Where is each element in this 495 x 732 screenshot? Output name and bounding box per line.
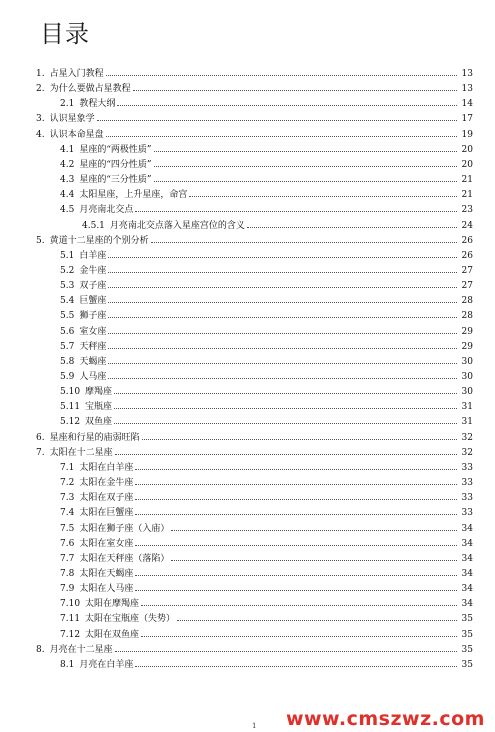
toc-entry-page: 32 [461,432,473,443]
toc-entry-title: 教程大纲 [79,99,116,110]
toc-entry-number: 8.1 [60,659,75,670]
toc-entry-title: 认识星象学 [49,114,95,125]
toc-entry-page: 28 [461,311,473,322]
toc-entry[interactable] [0,627,495,641]
toc-entry-line [60,596,473,611]
toc-entry-line [36,642,473,657]
toc-entry-number: 5.12 [60,417,81,428]
toc-entry-number: 7.10 [60,599,81,610]
toc-entry-number: 5.9 [60,372,75,382]
toc-entry-line [36,111,473,126]
toc-entry-title: 太阳在天蝎座 [79,568,134,579]
toc-entry[interactable] [0,581,495,595]
toc-dot-leader [154,172,457,182]
toc-entry[interactable] [0,263,495,277]
toc-entry-page: 13 [461,69,473,79]
toc-entry-number: 8. [36,644,45,655]
toc-entry-line [36,127,473,142]
toc-entry-title: 太阳在金牛座 [79,478,134,489]
toc-entry[interactable] [0,172,495,186]
toc-entry[interactable] [0,218,495,232]
toc-entry-number: 5.7 [60,341,75,352]
toc-entry[interactable] [0,354,495,368]
toc-entry-line [60,657,473,672]
toc-entry-title: 白羊座 [79,250,107,261]
toc-entry-title: 月亮在白羊座 [79,659,134,670]
toc-entry-line [60,369,473,384]
toc-entry[interactable] [0,536,495,550]
toc-entry-page: 20 [461,159,473,170]
toc-entry-title: 摩羯座 [85,387,113,398]
toc-entry-line [60,460,473,475]
toc-entry[interactable] [0,596,495,610]
toc-dot-leader [115,445,457,455]
toc-entry-number: 7.2 [60,478,75,489]
toc-entry-line [60,172,473,187]
toc-entry-number: 4.2 [60,159,75,170]
toc-dot-leader [108,248,457,258]
toc-entry-number: 7.9 [60,584,75,595]
toc-dot-leader [108,308,457,318]
toc-entry-page: 21 [461,175,473,186]
toc-entry-line [60,611,473,626]
toc-entry[interactable] [0,611,495,625]
toc-entry-title: 月亮南北交点落入星座宫位的含义 [109,220,245,231]
toc-dot-leader [177,611,457,621]
toc-entry-number: 4. [36,129,45,140]
toc-entry-page: 14 [461,99,473,110]
toc-entry-page: 28 [461,296,473,307]
toc-entry-title: 太阳在人马座 [79,584,134,595]
toc-entry-number: 2. [36,84,45,95]
toc-entry-line [60,202,473,217]
toc-dot-leader [108,278,457,288]
toc-entry-page: 17 [461,114,473,125]
toc-dot-leader [135,581,457,591]
toc-entry-line [36,66,473,81]
toc-entry-page: 27 [461,281,473,292]
toc-entry[interactable] [0,66,495,80]
toc-entry-title: 狮子座 [79,311,107,322]
toc-entry-page: 35 [461,629,473,640]
toc-entry[interactable] [0,460,495,474]
toc-entry-line [82,218,473,233]
toc-entry-page: 29 [461,341,473,352]
toc-entry-line [60,263,473,278]
watermark: www.cmszwz.com [285,708,485,730]
toc-dot-leader [108,339,457,349]
toc-dot-leader [247,218,457,228]
toc-dot-leader [114,399,457,409]
toc-entry-number: 4.1 [60,144,75,155]
toc-entry-page: 26 [461,235,473,246]
toc-dot-leader [114,384,457,394]
toc-entry-title: 巨蟹座 [79,296,107,307]
toc-entry-page: 27 [461,265,473,276]
toc-entry-page: 34 [461,568,473,579]
toc-entry-line [60,566,473,581]
toc-dot-leader [135,536,457,546]
toc-entry-title: 太阳在室女座 [79,538,134,549]
toc-entry[interactable] [0,308,495,322]
toc-entry[interactable] [0,430,495,444]
toc-entry-title: 认识本命星盘 [49,129,104,140]
toc-entry-title: 太阳在双子座 [79,493,134,504]
toc-dot-leader [108,354,457,364]
toc-entry-page: 30 [461,372,473,382]
toc-entry-page: 20 [461,144,473,155]
toc-entry-number: 4.4 [60,190,75,201]
page-number: 1 [252,722,257,730]
toc-entry-page: 34 [461,553,473,564]
toc-dot-leader [141,596,457,606]
toc-entry-page: 33 [461,478,473,489]
toc-entry-number: 7.4 [60,508,75,519]
toc-entry-line [60,339,473,354]
toc-entry-number: 7.5 [60,523,75,534]
toc-dot-leader [135,505,457,515]
toc-entry[interactable] [0,505,495,519]
toc-dot-leader [115,642,457,652]
toc-entry-line [36,445,473,460]
toc-entry-line [36,233,473,248]
toc-entry-number: 5. [36,235,45,246]
toc-dot-leader [133,81,457,91]
toc-entry[interactable] [0,293,495,307]
toc-entry-line [60,581,473,596]
toc-dot-leader [106,66,457,76]
toc-entry[interactable] [0,475,495,489]
toc-entry-number: 5.6 [60,326,75,337]
toc-entry-page: 33 [461,493,473,504]
toc-entry-title: 双鱼座 [85,417,113,428]
toc-dot-leader [171,521,457,531]
toc-entry-number: 4.3 [60,175,75,186]
toc-entry-title: 太阳星座，上升星座，命宫 [79,190,188,201]
toc-entry-number: 7.8 [60,568,75,579]
toc-dot-leader [108,263,457,273]
toc-entry-number: 7.7 [60,553,75,564]
toc-entry-line [60,627,473,642]
toc-entry-page: 21 [461,190,473,201]
toc-entry[interactable] [0,96,495,110]
toc-entry-line [60,384,473,399]
toc-entry[interactable] [0,642,495,656]
toc-entry-page: 26 [461,250,473,261]
toc-entry-line [60,142,473,157]
toc-entry-number: 5.5 [60,311,75,322]
toc-entry-title: 太阳在摩羯座 [85,599,140,610]
toc-entry-title: 为什么要做占星教程 [49,84,131,95]
toc-entry-number: 1. [36,69,45,79]
toc-dot-leader [135,490,457,500]
toc-entry-line [60,157,473,172]
toc-entry-number: 4.5 [60,205,75,216]
toc-entry-line [60,475,473,490]
toc-entry-page: 33 [461,462,473,473]
toc-entry-number: 3. [36,114,45,125]
toc-entry-page: 34 [461,523,473,534]
toc-entry-line [60,308,473,323]
toc-entry-title: 太阳在双鱼座 [85,629,140,640]
toc-entry[interactable] [0,248,495,262]
toc-entry[interactable] [0,202,495,216]
toc-entry-page: 30 [461,356,473,367]
toc-dot-leader [151,233,457,243]
toc-entry-title: 星座和行星的庙弱旺陷 [49,432,140,443]
toc-entry[interactable] [0,384,495,398]
toc-entry-line [60,505,473,520]
toc-entry[interactable] [0,142,495,156]
toc-entry[interactable] [0,187,495,201]
toc-entry[interactable] [0,157,495,171]
toc-entry-number: 5.2 [60,265,75,276]
toc-entry-line [60,278,473,293]
toc-entry-page: 35 [461,614,473,625]
toc-entry-number: 5.1 [60,250,75,261]
toc-entry-title: 月亮南北交点 [79,205,134,216]
toc-entry[interactable] [0,551,495,565]
toc-entry-title: 黄道十二星座的个别分析 [49,235,149,246]
toc-entry[interactable] [0,369,495,383]
toc-entry[interactable] [0,657,495,671]
toc-dot-leader [97,111,457,121]
toc-entry-title: 太阳在天秤座（落陷） [79,553,170,564]
toc-entry-title: 月亮在十二星座 [49,644,113,655]
toc-entry-line [60,490,473,505]
toc-dot-leader [108,293,457,303]
toc-dot-leader [135,475,457,485]
toc-entry-number: 7.11 [60,614,81,625]
toc-entry-page: 34 [461,538,473,549]
toc-entry-page: 19 [461,129,473,140]
toc-dot-leader [117,96,457,106]
toc-entry-title: 太阳在白羊座 [79,462,134,473]
toc-entry-title: 太阳在巨蟹座 [79,508,134,519]
toc-entry-page: 33 [461,508,473,519]
toc-entry-number: 7.3 [60,493,75,504]
toc-entry-title: 室女座 [79,326,107,337]
toc-entry-number: 5.11 [60,402,81,413]
toc-entry-page: 23 [461,205,473,216]
toc-entry-number: 5.10 [60,387,81,398]
toc-entry[interactable] [0,445,495,459]
toc-entry[interactable] [0,81,495,95]
toc-entry-line [60,293,473,308]
toc-entry-line [60,521,473,536]
toc-entry-number: 7.12 [60,629,81,640]
toc-entry-page: 31 [461,402,473,413]
toc-entry-title: 星座的“四分性质” [79,159,152,170]
toc-entry-line [60,248,473,263]
toc-entry-page: 35 [461,644,473,655]
toc-entry-line [36,81,473,96]
toc-entry-page: 29 [461,326,473,337]
toc-entry-number: 4.5.1 [82,220,105,231]
toc-dot-leader [154,157,457,167]
toc-entry-number: 5.4 [60,296,75,307]
toc-entry-line [60,536,473,551]
toc-entry-title: 天蝎座 [79,356,107,367]
toc-entry-page: 13 [461,84,473,95]
toc-entry[interactable] [0,324,495,338]
toc-dot-leader [108,324,457,334]
toc-entry-page: 35 [461,659,473,670]
toc-entry-title: 宝瓶座 [85,402,113,413]
toc-entry-number: 5.8 [60,356,75,367]
toc-dot-leader [154,142,457,152]
toc-entry-page: 34 [461,584,473,595]
toc-entry-title: 太阳在宝瓶座（失势） [85,614,176,625]
toc-entry[interactable] [0,111,495,125]
toc-dot-leader [135,566,457,576]
toc-entry-title: 占星入门教程 [49,69,104,79]
toc-entry-line [60,96,473,111]
toc-entry-title: 太阳在狮子座（入庙） [79,523,170,534]
toc-entry-page: 34 [461,599,473,610]
toc-entry-line [60,414,473,429]
toc-entry-page: 24 [461,220,473,231]
toc-dot-leader [114,414,457,424]
toc-entry[interactable] [0,521,495,535]
toc-entry-number: 6. [36,432,45,443]
toc-entry-line [60,187,473,202]
toc-entry[interactable] [0,566,495,580]
toc-entry-number: 7.6 [60,538,75,549]
toc-entry-line [60,324,473,339]
toc-dot-leader [135,657,457,667]
toc-entry-number: 2.1 [60,99,75,110]
toc-entry[interactable] [0,399,495,413]
toc-entry-line [60,551,473,566]
toc-entry-number: 5.3 [60,281,75,292]
toc-dot-leader [108,369,457,379]
toc-entry[interactable] [0,127,495,141]
toc-entry[interactable] [0,414,495,428]
toc-dot-leader [141,627,457,637]
toc-dot-leader [189,187,457,197]
toc-entry-page: 30 [461,387,473,398]
toc-entry-title: 星座的“两极性质” [79,144,152,155]
toc-entry-title: 星座的“三分性质” [79,175,152,186]
toc-dot-leader [135,202,457,212]
toc-entry[interactable] [0,339,495,353]
toc-entry-title: 金牛座 [79,265,107,276]
toc-entry-line [60,354,473,369]
toc-dot-leader [135,460,457,470]
toc-entry[interactable] [0,233,495,247]
toc-entry[interactable] [0,490,495,504]
toc-dot-leader [106,127,457,137]
toc-entry-line [36,430,473,445]
toc-entry-line [60,399,473,414]
toc-dot-leader [171,551,457,561]
toc-entry[interactable] [0,278,495,292]
toc-entry-number: 7.1 [60,462,75,473]
toc-dot-leader [142,430,457,440]
toc-entry-page: 32 [461,447,473,458]
toc-entry-number: 7. [36,447,45,458]
page-title: 目录 [40,20,90,48]
toc-entry-title: 天秤座 [79,341,107,352]
toc-entry-page: 31 [461,417,473,428]
toc-entry-title: 双子座 [79,281,107,292]
toc-entry-title: 太阳在十二星座 [49,447,113,458]
toc-entry-title: 人马座 [79,372,107,382]
